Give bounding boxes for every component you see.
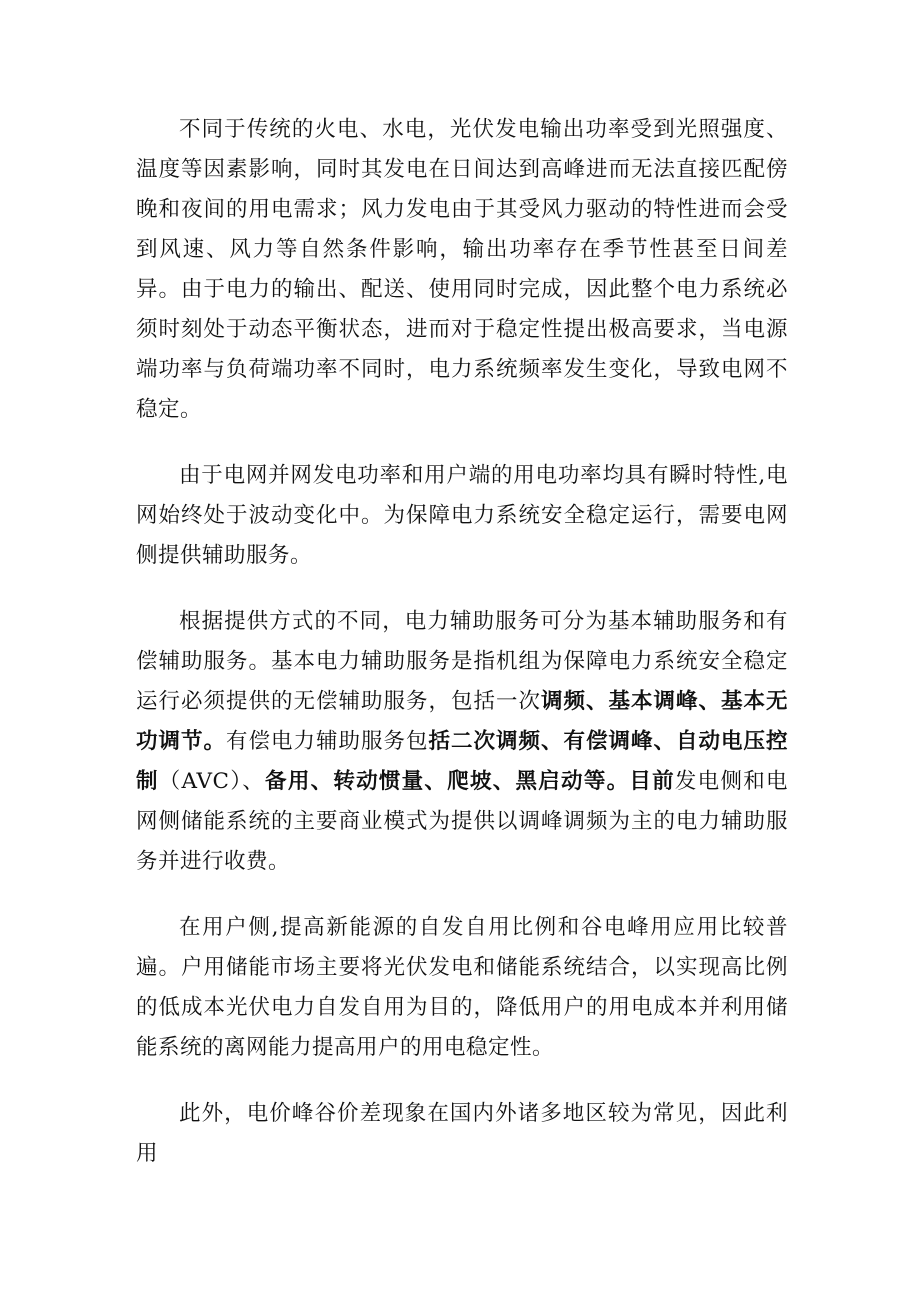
paragraph-3 [136,602,788,882]
document-body [136,110,788,1200]
paragraph-3-text-c: 发电侧和电网侧储能系统的主要商业模式为提供以调峰调频为主的电力辅助服务并进行收费。 [136,769,788,874]
paragraph-1-text: 不同于传统的火电、水电，光伏发电输出功率受到光照强度、温度等因素影响，同时其发电在日间达到高峰进而无法直接匹配傍晚和夜间的用电需求；风力发电由于其受风力驱动的特性进而会受到风速、风力等自然条件影响，输出功率存在季节性甚至日间差异。由于电力的输出、配送、使用同时完成，因此整个电力系统必须时刻处于动态平衡状态，进而对于稳定性提出极高要求，当电源端功率与负荷端功率不同时，电力系统频率发生变化，导致电网不稳定。 [136,117,788,422]
paragraph-4 [136,908,788,1068]
paragraph-1 [136,110,788,430]
paragraph-2 [136,456,788,576]
paragraph-3-text-b: 有偿电力辅助服务包 [226,729,429,754]
paragraph-3-bold-paid-services: 括二次调频、有偿调峰、自动电压控制 [136,729,788,794]
paragraph-5-text: 此外，电价峰谷价差现象在国内外诸多地区较为常见，因此利用 [136,1101,788,1166]
paragraph-3-bold-paid-services-cont: 备用、转动惯量、爬坡、黑启动等。目前 [265,769,675,794]
paragraph-3-bold-basic-services: 调频、基本调峰、基本无功调节。 [136,689,788,754]
paragraph-5 [136,1094,788,1174]
paragraph-3-text-a: 根据提供方式的不同，电力辅助服务可分为基本辅助服务和有偿辅助服务。基本电力辅助服务是指机组为保障电力系统安全稳定运行必须提供的无偿辅助服务，包括一次 [136,609,788,714]
paragraph-2-text: 由于电网并网发电功率和用户端的用电功率均具有瞬时特性,电网始终处于波动变化中。为保障电力系统安全稳定运行，需要电网侧提供辅助服务。 [136,463,788,568]
paragraph-4-text: 在用户侧,提高新能源的自发自用比例和谷电峰用应用比较普遍。户用储能市场主要将光伏发电和储能系统结合，以实现高比例的低成本光伏电力自发自用为目的，降低用户的用电成本并利用储能系统的离网能力提高用户的用电稳定性。 [136,915,788,1060]
paragraph-3-text-avc: （AVC）、 [158,769,266,794]
